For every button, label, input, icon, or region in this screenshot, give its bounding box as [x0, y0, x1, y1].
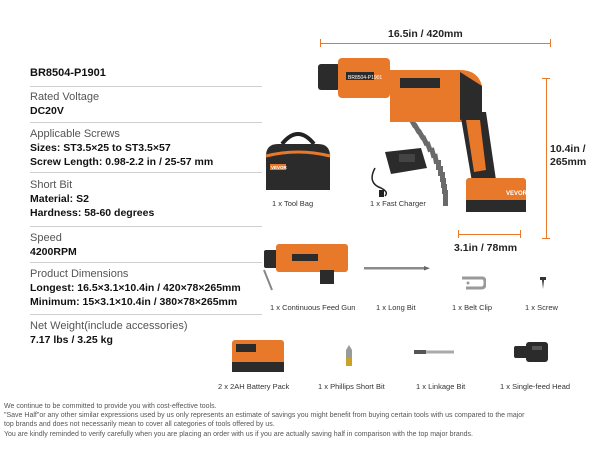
dimensions-minimum: Minimum: 15×3.1×10.4in / 380×78×265mm — [30, 296, 238, 308]
feed-gun-label — [292, 254, 318, 261]
feed-gun-guide — [264, 270, 272, 290]
feed-gun-image — [262, 240, 352, 295]
charger-image — [365, 138, 435, 198]
feed-gun-nose — [264, 250, 278, 268]
battery-pack-label — [236, 344, 256, 352]
length-dimension-line — [320, 43, 550, 44]
phillips-bit-hex — [346, 358, 352, 366]
short-bit-material: Material: S2 — [30, 193, 89, 205]
tool-bag-image — [262, 126, 334, 196]
speed-section — [30, 232, 262, 259]
length-dimension-cap — [550, 39, 551, 47]
long-bit-shaft — [364, 267, 424, 270]
battery-pack-image — [228, 336, 288, 376]
screw-caption: 1 x Screw — [525, 303, 558, 312]
screws-sizes: Sizes: ST3.5×25 to ST3.5×57 — [30, 142, 171, 154]
screws-label: Applicable Screws — [30, 128, 120, 140]
rated-voltage-label: Rated Voltage — [30, 91, 100, 103]
divider — [30, 314, 262, 315]
height-dimension-text — [550, 143, 586, 169]
charger-plug — [379, 190, 384, 197]
height-dimension-line1: 10.4in / — [550, 143, 586, 155]
phillips-bit-caption: 1 x Phillips Short Bit — [318, 382, 385, 391]
feed-label-text: BR8504-P1901 — [348, 75, 383, 81]
height-dimension-line2: 265mm — [550, 156, 587, 168]
battery-pack-caption: 2 x 2AH Battery Pack — [218, 382, 290, 391]
long-bit-image — [362, 262, 432, 274]
short-bit-section — [30, 179, 262, 220]
dimensions-label: Product Dimensions — [30, 268, 129, 280]
weight-value: 7.17 lbs / 3.25 kg — [30, 334, 113, 346]
feed-gun-clamp — [320, 270, 334, 284]
length-dimension-cap — [320, 39, 321, 47]
single-feed-head-caption: 1 x Single-feed Head — [500, 382, 571, 391]
length-dimension-text: 16.5in / 420mm — [388, 28, 463, 40]
speed-value: 4200RPM — [30, 246, 77, 258]
bag-handle — [282, 134, 314, 144]
model-number-text: BR8504-P1901 — [30, 67, 106, 79]
rated-voltage-section — [30, 91, 262, 118]
footer-line: We continue to be committed to provide you with cost-effective tools. — [4, 403, 217, 410]
footer-disclaimer — [4, 402, 596, 439]
screws-length: Screw Length: 0.98-2.2 in / 25-57 mm — [30, 156, 214, 168]
footer-line: You are kindly reminded to verify carefully when you are placing an order with us if you are actually saving half in comparison with the top major brands. — [4, 430, 473, 438]
screw-head — [540, 277, 546, 280]
short-bit-label: Short Bit — [30, 179, 73, 191]
footer-line: "Save Half"or any other similar expressions used by us only represents an estimate of savings you might benefit from buying certain tools with us compared to the major — [4, 412, 525, 420]
divider — [30, 262, 262, 263]
rated-voltage-value: DC20V — [30, 105, 64, 117]
model-number — [30, 66, 262, 80]
battery-pack-base — [232, 362, 284, 372]
battery-base — [466, 200, 526, 212]
single-feed-head-nose — [514, 346, 528, 358]
long-bit-caption: 1 x Long Bit — [376, 303, 416, 312]
short-bit-hardness: Hardness: 58-60 degrees — [30, 207, 155, 219]
dimensions-section — [30, 268, 262, 309]
linkage-bit-image — [412, 347, 456, 357]
speed-label: Speed — [30, 232, 62, 244]
phillips-bit-image — [341, 344, 357, 368]
screw-shank — [542, 280, 544, 289]
footer-line: top brands and does not necessarily mean to cover all categories of tools offered by us. — [4, 421, 275, 429]
charger-slot — [399, 154, 415, 162]
linkage-bit-caption: 1 x Linkage Bit — [416, 382, 466, 391]
body-grip-strip — [400, 78, 440, 88]
phillips-bit-tip — [346, 345, 352, 358]
single-feed-head-ring — [532, 346, 542, 350]
dimensions-longest: Longest: 16.5×3.1×10.4in / 420×78×265mm — [30, 282, 241, 294]
battery-brand: VEVOR — [506, 191, 528, 197]
screws-section — [30, 128, 262, 169]
divider — [30, 122, 262, 123]
width-dimension-text: 3.1in / 78mm — [454, 242, 518, 254]
divider — [30, 172, 262, 173]
bag-brand: VEVOR — [271, 165, 287, 170]
divider — [30, 86, 262, 87]
single-feed-head-body — [526, 342, 548, 362]
belt-clip-caption: 1 x Belt Clip — [452, 303, 493, 312]
belt-clip-shape — [462, 278, 485, 288]
single-feed-head-image — [512, 338, 552, 366]
long-bit-tip — [424, 266, 430, 271]
divider — [30, 226, 262, 227]
linkage-bit-shaft — [426, 351, 454, 354]
nose-piece — [318, 64, 340, 90]
tool-bag-caption: 1 x Tool Bag — [272, 199, 314, 208]
weight-label: Net Weight(include accessories) — [30, 320, 188, 332]
linkage-bit-hex — [414, 350, 426, 354]
feed-gun-caption: 1 x Continuous Feed Gun — [270, 303, 356, 312]
belt-clip-hole — [467, 282, 470, 285]
screw-image — [538, 276, 548, 290]
fast-charger-caption: 1 x Fast Charger — [370, 199, 426, 208]
belt-clip-image — [460, 274, 486, 292]
